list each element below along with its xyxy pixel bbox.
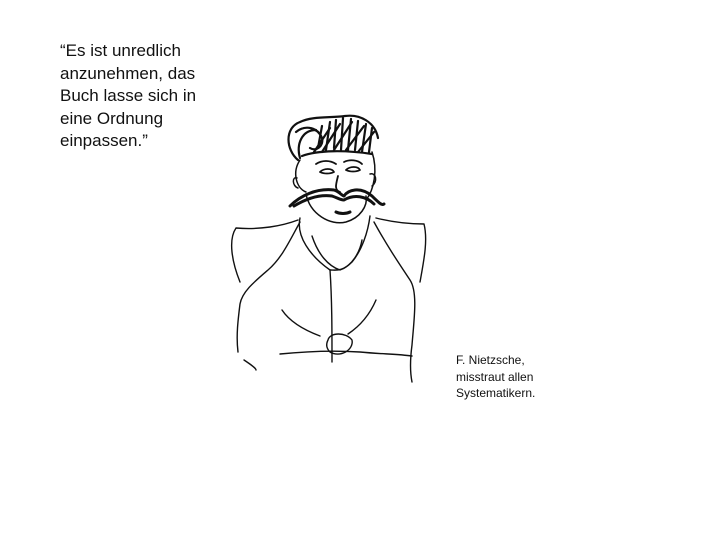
quote-text: “Es ist unredlich anzunehmen, das Buch lasse sich in eine Ordnung einpassen.”: [60, 41, 197, 150]
sketch-hair: [289, 116, 379, 160]
caption-text: F. Nietzsche, misstraut allen Systematikern.: [456, 353, 536, 400]
sketch-mustache: [290, 190, 384, 214]
sketch-body: [232, 216, 426, 382]
sketch-face: [316, 160, 362, 192]
